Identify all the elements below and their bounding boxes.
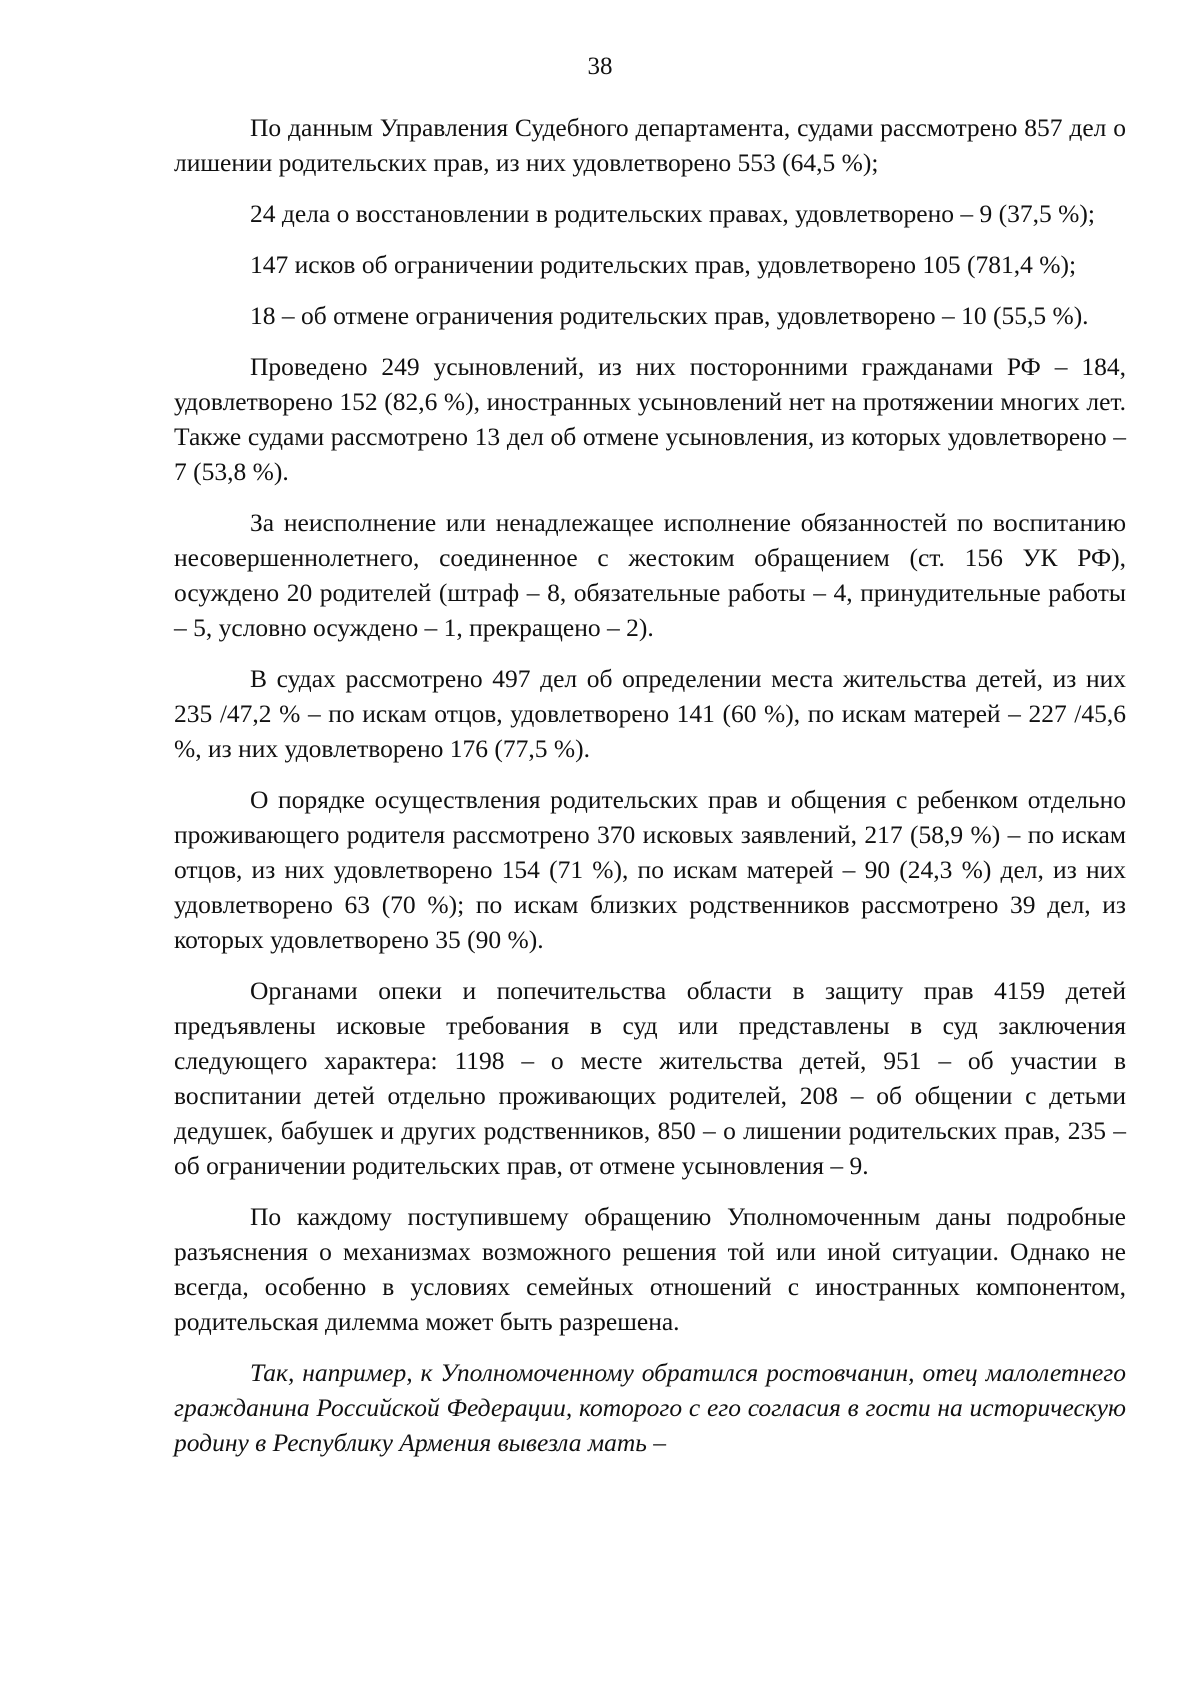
paragraph-2: 24 дела о восстановлении в родительских правах, удовлетворено – 9 (37,5 %); bbox=[250, 199, 1095, 228]
paragraph-7: В судах рассмотрено 497 дел об определении места жительства детей, из них 235 /47,2 % – по искам отцов, удовлетворено 141 (60 %), по искам матерей – 227 /45,6 %, из них удовлетворено 176 (77,5 %). bbox=[174, 664, 1126, 763]
paragraph-5: Проведено 249 усыновлений, из них посторонними гражданами РФ – 184, удовлетворено 152 (82,6 %), иностранных усыновлений нет на протяжении многих лет. Также судами рассмотрено 13 дел об отмене усыновления, из которых удовлетворено – 7 (53,8 %). bbox=[174, 352, 1126, 486]
paragraph-9: Органами опеки и попечительства области в защиту прав 4159 детей предъявлены исковые требования в суд или представлены в суд заключения следующего характера: 1198 – о месте жительства детей, 951 – об участии в воспитании детей отдельно проживающих родителей, 208 – об общении с детьми дедушек, бабушек и других родственников, 850 – о лишении родительских прав, 235 – об ограничении родительских прав, от отмене усыновления – 9. bbox=[174, 976, 1126, 1180]
paragraph-4: 18 – об отмене ограничения родительских прав, удовлетворено – 10 (55,5 %). bbox=[250, 301, 1089, 330]
paragraph-6: За неисполнение или ненадлежащее исполнение обязанностей по воспитанию несовершеннолетнего, соединенное с жестоким обращением (ст. 156 УК РФ), осуждено 20 родителей (штраф – 8, обязательные работы – 4, принудительные работы – 5, условно осуждено – 1, прекращено – 2). bbox=[174, 508, 1126, 642]
paragraph-3: 147 исков об ограничении родительских прав, удовлетворено 105 (781,4 %); bbox=[250, 250, 1077, 279]
paragraph-1: По данным Управления Судебного департамента, судами рассмотрено 857 дел о лишении родительских прав, из них удовлетворено 553 (64,5 %); bbox=[174, 113, 1126, 177]
paragraph-10: По каждому поступившему обращению Уполномоченным даны подробные разъяснения о механизмах возможного решения той или иной ситуации. Однако не всегда, особенно в условиях семейных отношений с иностранных компонентом, родительская дилемма может быть разрешена. bbox=[174, 1202, 1126, 1336]
document-body bbox=[174, 110, 1126, 1476]
page-number: 38 bbox=[587, 53, 613, 80]
paragraph-11-example: Так, например, к Уполномоченному обратился ростовчанин, отец малолетнего гражданина Российской Федерации, которого с его согласия в гости на историческую родину в Республику Армения вывезла мать – bbox=[174, 1358, 1126, 1457]
paragraph-8: О порядке осуществления родительских прав и общения с ребенком отдельно проживающего родителя рассмотрено 370 исковых заявлений, 217 (58,9 %) – по искам отцов, из них удовлетворено 154 (71 %), по искам матерей – 90 (24,3 %) дел, из них удовлетворено 63 (70 %); по искам близких родственников рассмотрено 39 дел, из которых удовлетворено 35 (90 %). bbox=[174, 785, 1126, 954]
